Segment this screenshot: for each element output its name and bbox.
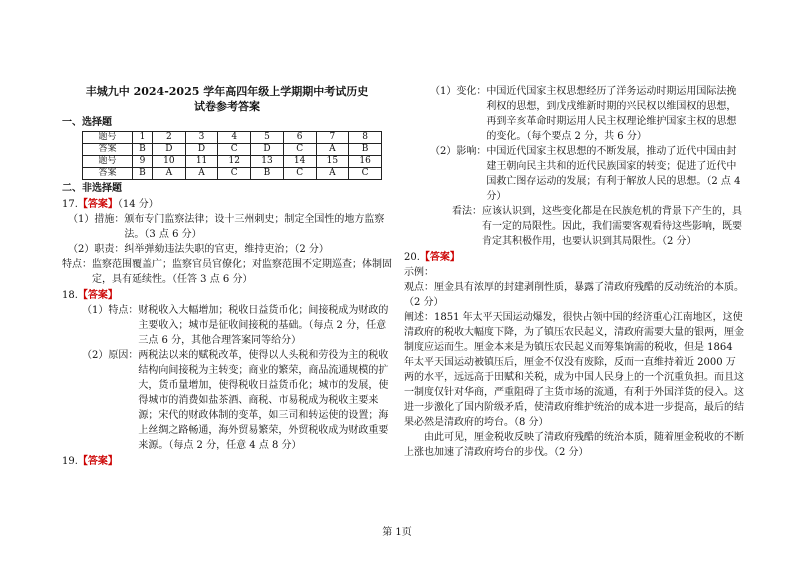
q18-part2: [62, 348, 392, 453]
q20-viewpoint: 观点：厘金具有浓厚的封建剥削性质，暴露了清政府残酷的反动统治的本质。（2 分）: [404, 282, 744, 308]
answer-table-cell: B: [251, 168, 284, 180]
q19-part3: [404, 204, 744, 249]
q17-part1-label: （1）措施：: [68, 214, 125, 225]
answer-table-row: [83, 156, 382, 168]
answer-table-cell: C: [349, 168, 382, 180]
q17-part2-text: 纠举弹劾违法失职的官吏，维持吏治；（2 分）: [124, 244, 329, 255]
q17-part1: [62, 212, 392, 242]
answer-table-cell: 13: [251, 156, 284, 168]
q17-part3-text: 监察范围覆盖广；监察官员官僚化；对监察范围不定期巡查；体制固定，具有延续性。（任答 3 点 6 分）: [92, 259, 392, 285]
answer-table-cell: 6: [283, 132, 316, 144]
answer-table-cell: 3: [185, 132, 218, 144]
q17-part2-label: （2）职责：: [68, 244, 125, 255]
q17-part3-label: 特点：: [62, 259, 92, 270]
question-17: [62, 197, 392, 287]
answer-table-cell: 12: [218, 156, 251, 168]
right-column: [404, 84, 744, 460]
q20-answer-tag: 【答案】: [419, 252, 460, 263]
answer-table-cell: 2: [152, 132, 185, 144]
q18-part2-text: 两税法以来的赋税改革，使得以人头税和劳役为主的税收结构向间接税为主转变；商业的繁荣，商品流通规模的扩大，货币量增加，使得税收日益货币化；城市的发展，使得城市的消费如盐茶酒、商税、市易税成为税收主要来源；宋代的财政体制的变革，如三司和转运使的设置；海上丝绸之路畅通，海外贸易繁荣，外贸税收成为财政重要来源。（每点 2 分，任意 4 点 8 分）: [138, 350, 389, 451]
q17-score: （14 分）: [117, 199, 159, 210]
q17-part3: [62, 257, 392, 287]
q19-part3-label: 看法：: [452, 206, 482, 217]
answer-table-row: [83, 168, 382, 180]
answer-table-row-header: 题号: [83, 132, 133, 144]
answer-table-cell: C: [218, 168, 251, 180]
answer-table-cell: C: [218, 144, 251, 156]
q20-example-label: 示例：: [404, 267, 434, 278]
answer-table-cell: B: [132, 144, 152, 156]
answer-table-cell: A: [316, 168, 349, 180]
q17-answer-tag: 【答案】: [77, 199, 118, 210]
answer-table-cell: D: [152, 144, 185, 156]
answer-table-cell: 15: [316, 156, 349, 168]
q19-part2: [404, 144, 744, 204]
question-19-header: [62, 454, 392, 469]
section-nonchoice-heading: 二、非选择题: [62, 183, 122, 194]
q19-part2-label: （2）影响：: [430, 146, 487, 157]
q18-part1-text: 财税收入大幅增加；税收日益货币化；间接税成为财政的主要收入；城市是征收间接税的基础。（每点 2 分，任意三点 6 分，其他合理答案同等给分）: [138, 305, 389, 346]
q19-part1-label: （1）变化：: [430, 86, 487, 97]
answer-table-cell: B: [132, 168, 152, 180]
q20-argument: 阐述：1851 年太平天国运动爆发，很快占领中国的经济重心江南地区，这使清政府的税收大幅度下降，为了镇压农民起义，清政府需要大量的银两，厘金制度应运而生。厘金本来是为镇压农民起义而筹集饷需的税收，但是 1864 年太平天国运动被镇压后，厘金不仅没有废除，反而一直维持着近 2000 万两的水平，远远高于田赋和关税，成为中国人民身上的一个沉重负担。而且这一制度仅针对华商，严重阻碍了主货市场的流通，有利于外国洋货的侵入。这进一步激化了国内阶级矛盾，使清政府维护统治的成本进一步提高，最后的结果必然是清政府的垮台。（8 分）: [404, 312, 744, 428]
answer-table-cell: C: [283, 168, 316, 180]
page-title: 丰城九中 2024-2025 学年高四年级上学期期中考试历史: [85, 85, 369, 98]
answer-table-cell: D: [251, 144, 284, 156]
q20-number: 20.: [404, 252, 420, 263]
q18-part2-label: （2）原因：: [82, 350, 139, 361]
answer-table-cell: 16: [349, 156, 382, 168]
page-subtitle: 试卷参考答案: [194, 100, 260, 113]
q19-part2-text: 中国近代国家主权思想的不断发展，推动了近代中国由封建王朝向民主共和的近代民族国家的转变；促进了近代中国救亡图存运动的发展；有利于解放人民的思想。（2 点 4 分）: [486, 146, 741, 202]
answer-table: [82, 131, 382, 180]
question-18: [62, 288, 392, 453]
answer-table-cell: 9: [132, 156, 152, 168]
question-20: [404, 250, 744, 460]
q19-part3-text: 应该认识到，这些变化都是在民族危机的背景下产生的，具有一定的局限性。因此，我们需要客观看待这些影响，既要肯定其积极作用，也要认识到其局限性。（2 分）: [482, 206, 742, 247]
answer-table-cell: D: [185, 144, 218, 156]
q18-part1-label: （1）特点：: [82, 305, 139, 316]
page-number: 第 1页: [382, 527, 412, 538]
section-choice-heading: 一、选择题: [62, 117, 112, 128]
answer-table-cell: 11: [185, 156, 218, 168]
answer-table-cell: 10: [152, 156, 185, 168]
answer-table-cell: A: [152, 168, 185, 180]
answer-table-cell: 7: [316, 132, 349, 144]
q17-number: 17.: [62, 199, 78, 210]
answer-table-cell: A: [316, 144, 349, 156]
q17-part2: [62, 242, 392, 257]
answer-table-cell: 14: [283, 156, 316, 168]
q19-part1: [404, 84, 744, 144]
answer-table-cell: B: [349, 144, 382, 156]
answer-table-cell: 8: [349, 132, 382, 144]
answer-table-cell: 1: [132, 132, 152, 144]
answer-table-row-header: 答案: [83, 144, 133, 156]
left-column: [62, 84, 392, 469]
answer-table-cell: C: [283, 144, 316, 156]
q19-part1-text: 中国近代国家主权思想经历了洋务运动时期运用国际法挽利权的思想，到戊戌维新时期的兴民权以维国权的思想，再到辛亥革命时期运用人民主权理论维护国家主权的思想的变化。（每个要点 2 分，共 6 分）: [486, 86, 737, 142]
answer-table-cell: A: [185, 168, 218, 180]
q18-answer-tag: 【答案】: [77, 290, 118, 301]
q17-part1-text: 颁布专门监察法律；设十三州刺史；制定全国性的地方监察法。（3 点 6 分）: [124, 214, 385, 240]
answer-table-row: [83, 132, 382, 144]
answer-table-row-header: 题号: [83, 156, 133, 168]
q18-number: 18.: [62, 290, 78, 301]
q18-part1: [62, 303, 392, 348]
answer-table-row-header: 答案: [83, 168, 133, 180]
answer-table-cell: 4: [218, 132, 251, 144]
q19-answer-tag: 【答案】: [77, 456, 118, 467]
q19-number: 19.: [62, 456, 78, 467]
q20-conclusion: 由此可见，厘金税收反映了清政府残酷的统治本质，随着厘金税收的不断上涨也加速了清政府垮台的步伐。（2 分）: [404, 432, 744, 458]
answer-table-cell: 5: [251, 132, 284, 144]
answer-table-row: [83, 144, 382, 156]
